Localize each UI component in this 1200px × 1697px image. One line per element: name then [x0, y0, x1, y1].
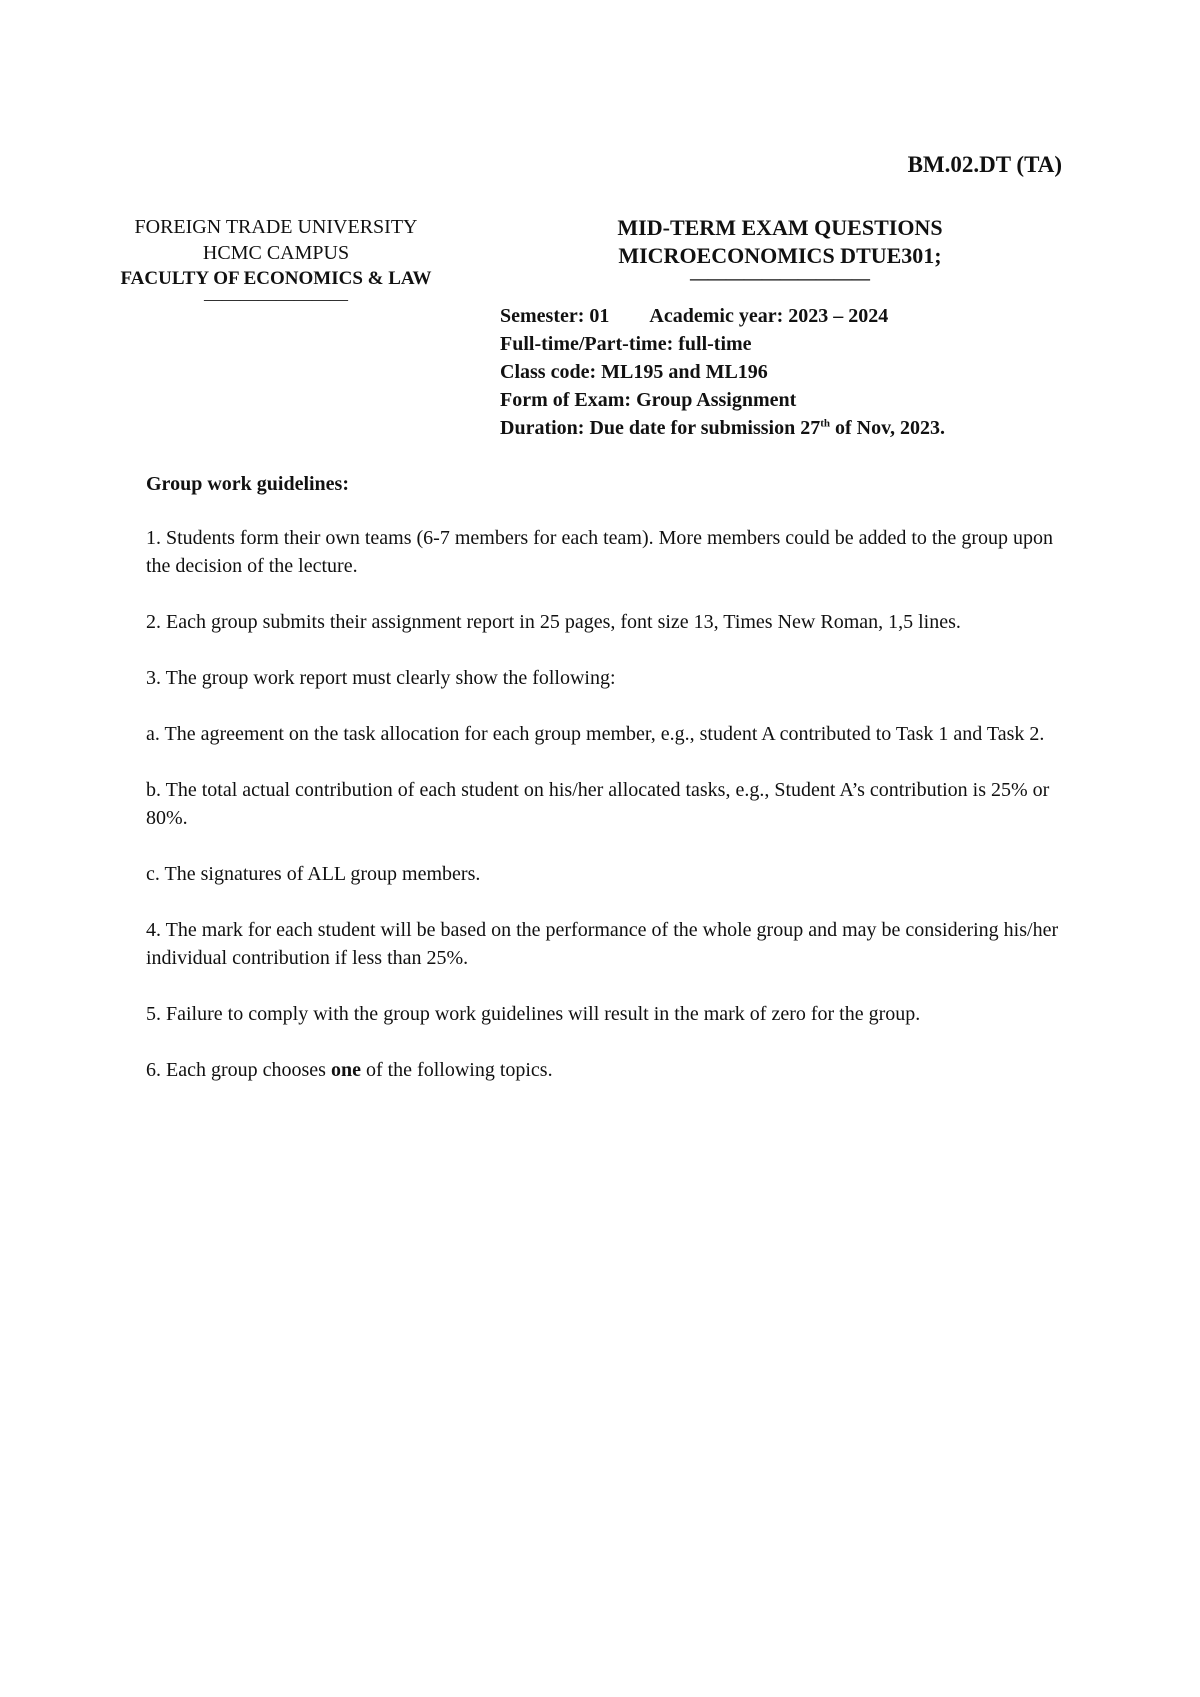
faculty-name: FACULTY OF ECONOMICS & LAW: [120, 268, 432, 289]
guideline-subitem: b. The total actual contribution of each student on his/her allocated tasks, e.g., Student A’s contribution is 25% or 80%.: [146, 779, 1050, 829]
duration: [500, 414, 1100, 442]
study-mode: Full-time/Part-time: full-time: [500, 333, 752, 355]
university-name: FOREIGN TRADE UNIVERSITY: [134, 216, 418, 238]
item6-suffix: of the following topics.: [360, 1059, 553, 1081]
semester-row: [500, 302, 1100, 330]
semester: Semester: 01: [500, 305, 610, 327]
course-title: MICROECONOMICS DTUE301;: [618, 243, 942, 268]
guidelines-heading: Group work guidelines:: [146, 473, 349, 495]
guideline-item: 4. The mark for each student will be based on the performance of the whole group and may be considering his/her individual contribution if less than 25%.: [146, 919, 1059, 969]
duration-suffix: of Nov, 2023.: [830, 417, 945, 439]
item6-prefix: 6. Each group chooses: [146, 1059, 331, 1081]
exam-form: Form of Exam: Group Assignment: [500, 389, 797, 411]
duration-prefix: Duration: Due date for submission 27: [500, 417, 821, 439]
duration-superscript: th: [820, 417, 830, 430]
exam-header: [570, 214, 1070, 286]
guideline-item: 3. The group work report must clearly show the following:: [146, 667, 616, 689]
document-code: BM.02.DT (TA): [907, 152, 1062, 177]
class-code: Class code: ML195 and ML196: [500, 361, 768, 383]
guideline-item: 2. Each group submits their assignment report in 25 pages, font size 13, Times New Roman, 1,5 lines.: [146, 611, 961, 633]
institution-header: [96, 214, 456, 309]
campus-name: HCMC CAMPUS: [202, 242, 350, 264]
right-divider: ——————————: [690, 268, 870, 288]
exam-title: MID-TERM EXAM QUESTIONS: [617, 215, 943, 240]
academic-year: Academic year: 2023 – 2024: [649, 305, 889, 327]
guideline-subitem: c. The signatures of ALL group members.: [146, 863, 481, 885]
left-divider: ————————: [204, 289, 348, 309]
guideline-item: 1. Students form their own teams (6-7 members for each team). More members could be added to the group upon the decision of the lecture.: [146, 527, 1053, 577]
guideline-item: 5. Failure to comply with the group work guidelines will result in the mark of zero for the group.: [146, 1003, 921, 1025]
item6-emphasis: one: [330, 1059, 361, 1081]
guidelines-section: [146, 470, 1066, 1112]
exam-info: [500, 302, 1100, 442]
guideline-subitem: a. The agreement on the task allocation for each group member, e.g., student A contributed to Task 1 and Task 2.: [146, 723, 1045, 745]
guideline-item: [146, 1056, 1066, 1084]
